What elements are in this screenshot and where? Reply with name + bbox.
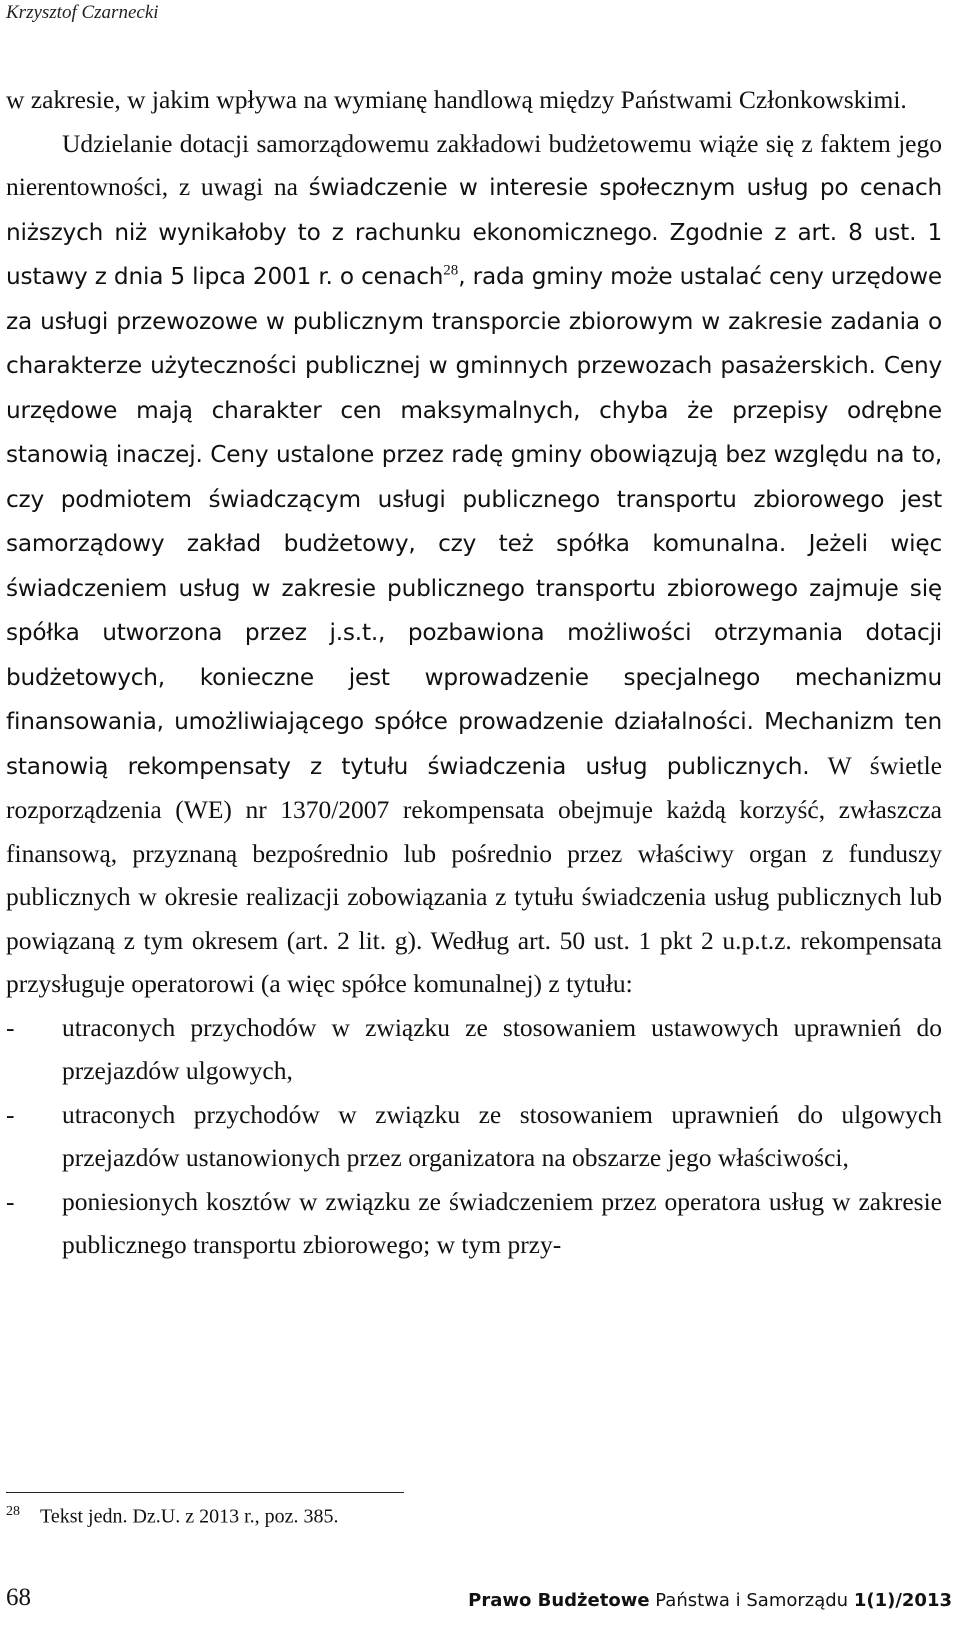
list-item [6,1093,942,1180]
list-dash: - [6,1012,15,1042]
page-number: 68 [6,1584,31,1611]
paragraph-1: w zakresie, w jakim wpływa na wymianę handlową między Państwami Członkowskimi. [6,85,907,114]
main-text [6,78,942,1267]
paragraph-2-serif-start: Udzielanie dotacji samorządowemu zakładowi budżetowemu wiąże się z faktem jego nierentowności, z uwagi na [6,128,942,201]
paragraph-2-sans-a: świadczenie w interesie społecznym usług po cenach niższych niż wynikałoby to z rachunku ekonomicznego. Zgodnie z art. 8 ust. 1 ustawy z dnia 5 lipca 2001 r. o cenach [6,174,942,290]
list-item-text: utraconych przychodów w związku ze stosowaniem uprawnień do ulgowych przejazdów ustanowionych przez organizatora na obszarze jego właściwości, [62,1099,942,1172]
list-item-text: utraconych przychodów w związku ze stosowaniem ustawowych uprawnień do przejazdów ulgowych, [62,1012,942,1085]
journal-issue: 1(1)/2013 [853,1590,952,1611]
list-item-text: poniesionych kosztów w związku ze świadczeniem przez operatora usług w zakresie publicznego transportu zbiorowego; w tym przy- [62,1186,942,1259]
footnote-divider [6,1492,404,1493]
paragraph-2 [6,122,942,1006]
journal-title-rest: Państwa i Samorządu [649,1590,854,1611]
footnote-text: Tekst jedn. Dz.U. z 2013 r., poz. 385. [40,1505,339,1528]
footnote-number: 28 [6,1504,20,1519]
list-dash: - [6,1099,15,1129]
list-item [6,1006,942,1093]
paragraph-2-serif-end: W świetle rozporządzenia (WE) nr 1370/2007 rekompensata obejmuje każdą korzyść, zwłaszcza finansową, przyznaną bezpośrednio lub pośrednio przez właściwy organ z funduszy publicznych w okresie realizacji zobowiązania z tytułu świadczenia usług publicznych lub powiązaną z tym okresem (art. 2 lit. g). Według art. 50 ust. 1 pkt 2 u.p.t.z. rekompensata przysługuje operatorowi (a więc spółce komunalnej) z tytułu: [6,750,942,998]
paragraph-2-sans-b: , rada gminy może ustalać ceny urzędowe za usługi przewozowe w publicznym transporcie zbiorowym w zakresie zadania o charakterze użyteczności publicznej w gminnych przewozach pasażerskich. Ceny urzędowe mają charakter cen maksymalnych, chyba że przepisy odrębne stanowią inaczej. Ceny ustalone przez radę gminy obowiązują bez względu na to, czy podmiotem świadczącym usługi publicznego transportu zbiorowego jest samorządowy zakład budżetowy, czy też spółka komunalna. Jeżeli więc świadczeniem usług w zakresie publicznego transportu zbiorowego zajmuje się spółka utworzona przez j.s.t., pozbawiona możliwości otrzymania dotacji budżetowych, konieczne jest wprowadzenie specjalnego mechanizmu finansowania, umożliwiającego spółce prowadzenie działalności. Mechanizm ten stanowią rekompensaty z tytułu świadczenia usług publicznych. [6,263,942,780]
list-item [6,1180,942,1267]
running-header-author: Krzysztof Czarnecki [6,2,159,23]
journal-title [468,1590,952,1611]
list-dash: - [6,1186,15,1216]
footnote-reference: 28 [443,262,459,279]
compensation-list [6,1006,942,1267]
journal-title-bold: Prawo Budżetowe [468,1590,650,1611]
footnote [6,1504,339,1529]
